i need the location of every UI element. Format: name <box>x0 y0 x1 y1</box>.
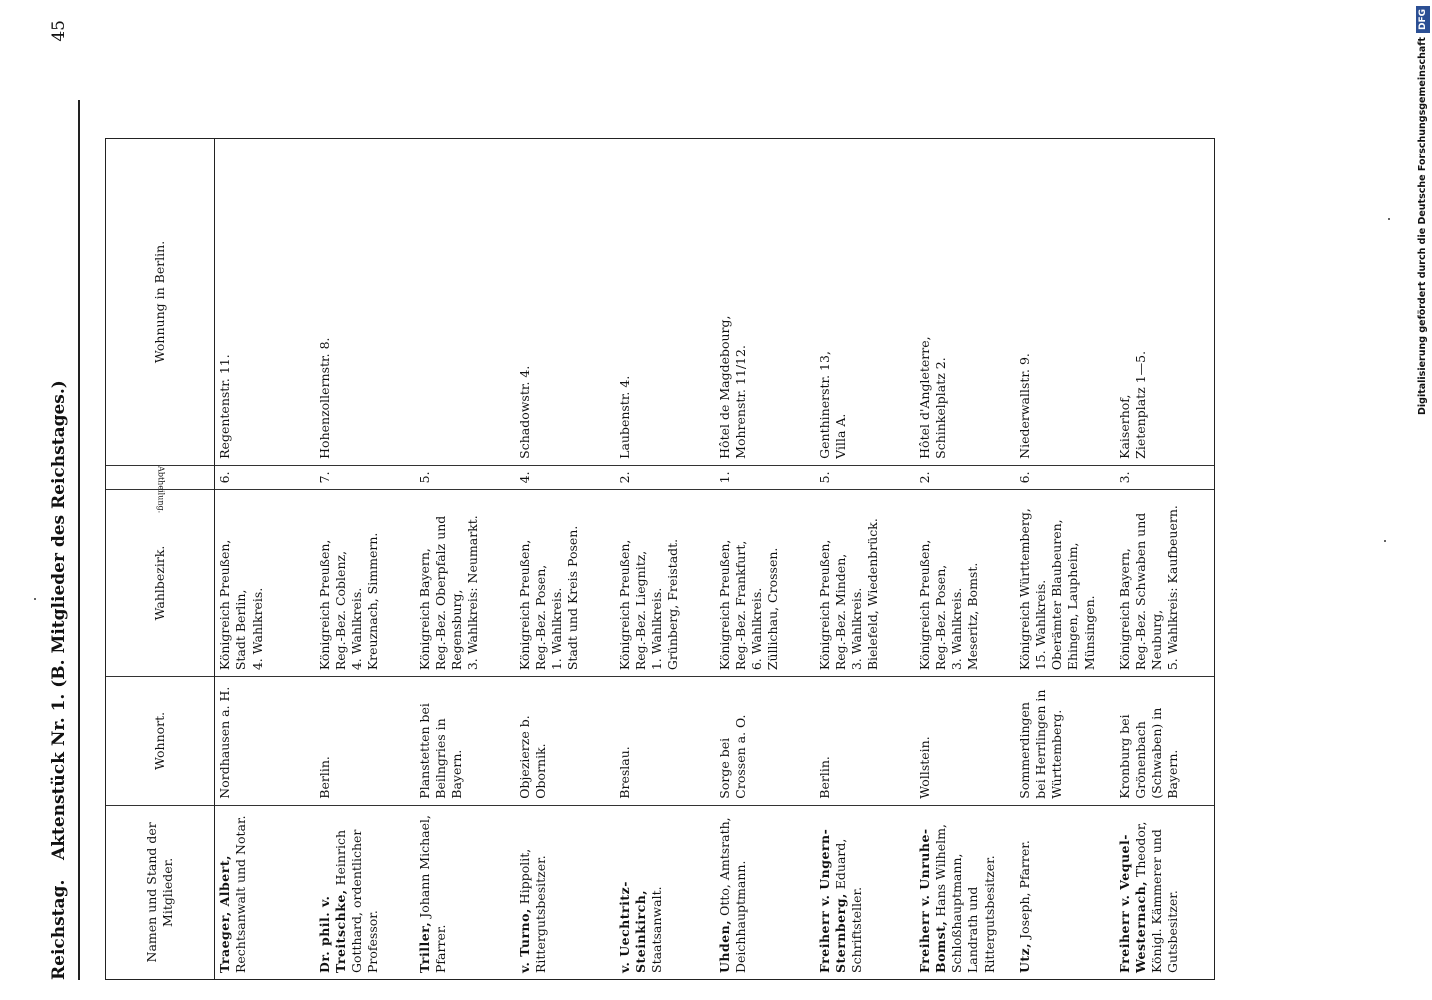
running-header <box>46 20 72 980</box>
member-description: Staatsanwalt. <box>649 886 664 973</box>
cell-wohnung: Laubenstr. 4. <box>615 139 715 466</box>
scan-speck <box>1388 218 1390 220</box>
cell-name <box>415 805 515 979</box>
table-header-row <box>106 139 215 980</box>
cell-wohnung: Kaiserhof, Zietenplatz 1—5. <box>1115 139 1215 466</box>
table-row <box>1115 139 1215 980</box>
cell-bezirk: Königreich Preußen, Reg.-Bez. Posen, 1. Wahlkreis. Stadt und Kreis Posen. <box>515 489 615 676</box>
member-description: Rechtsanwalt und Notar. <box>233 815 249 973</box>
cell-name <box>615 805 715 979</box>
member-name: Triller, <box>416 921 432 973</box>
member-name: v. Uechtritz-Steinkirch, <box>616 881 648 973</box>
cell-wohnung: Genthinerstr. 13, Villa A. <box>815 139 915 466</box>
cell-abtheilung: 2. <box>915 465 1015 489</box>
cell-ort: Wollstein. <box>915 677 1015 806</box>
column-header-ort: Wohnort. <box>106 677 215 806</box>
cell-name <box>1115 805 1215 979</box>
member-name: Freiherr v. Vequel-Westernach, <box>1116 834 1148 973</box>
cell-bezirk: Königreich Preußen, Reg.-Bez. Posen, 3. Wahlkreis. Meseritz, Bomst. <box>915 489 1015 676</box>
cell-ort: Breslau. <box>615 677 715 806</box>
scan-speck <box>34 598 36 600</box>
cell-ort: Kronburg bei Grönenbach (Schwaben) in Bayern. <box>1115 677 1215 806</box>
dfg-logo: DFG <box>1416 6 1430 33</box>
member-name: Utz, <box>1016 942 1032 973</box>
member-name: Traeger, Albert, <box>217 855 232 973</box>
cell-ort: Sorge bei Crossen a. O. <box>715 677 815 806</box>
cell-ort: Berlin. <box>815 677 915 806</box>
member-description: Hans Wilhelm, Schloßhauptmann, Landrath und Rittergutsbesitzer. <box>932 824 997 973</box>
member-description: Joseph, Pfarrer. <box>1016 840 1032 943</box>
member-name: Dr. phil. v. Treitschke, <box>316 889 348 973</box>
cell-abtheilung: 1. <box>715 465 815 489</box>
member-description: Otto, Amtsrath, Deichhauptmann. <box>716 817 748 973</box>
cell-ort: Nordhausen a. H. <box>215 677 315 806</box>
cell-abtheilung: 5. <box>415 465 515 489</box>
table-body <box>215 139 1215 980</box>
cell-abtheilung: 6. <box>1015 465 1115 489</box>
cell-bezirk: Königreich Württemberg, 15. Wahlkreis. Oberämter Blaubeuren, Ehingen, Laupheim, Münsingen. <box>1015 489 1115 676</box>
cell-abtheilung: 6. <box>215 465 315 489</box>
table-row <box>915 139 1015 980</box>
cell-name <box>915 805 1015 979</box>
cell-ort: Sommerdingen bei Herrlingen in Württemberg. <box>1015 677 1115 806</box>
column-header-wohnung: Wohnung in Berlin. <box>106 139 215 466</box>
member-name: Freiherr v. Unruhe-Bomst, <box>916 828 948 973</box>
scan-speck <box>1384 540 1386 542</box>
cell-ort: Berlin. <box>315 677 415 806</box>
cell-bezirk: Königreich Preußen, Stadt Berlin, 4. Wahlkreis. <box>215 489 315 676</box>
cell-name <box>1015 805 1115 979</box>
page-number: 45 <box>49 20 69 42</box>
member-description: Eduard, Schriftsteller. <box>832 838 864 973</box>
table-row <box>315 139 415 980</box>
cell-ort: Planstetten bei Beilngries in Bayern. <box>415 677 515 806</box>
cell-wohnung: Regentenstr. 11. <box>215 139 315 466</box>
cell-abtheilung: 3. <box>1115 465 1215 489</box>
cell-bezirk: Königreich Preußen, Reg.-Bez. Minden, 3. Wahlkreis. Bielefeld, Wiedenbrück. <box>815 489 915 676</box>
cell-wohnung: Hôtel de Magdebourg, Mohrenstr. 11/12. <box>715 139 815 466</box>
members-table <box>105 138 1215 980</box>
members-table-rotated <box>105 138 1317 980</box>
cell-bezirk: Königreich Bayern, Reg.-Bez. Schwaben und Neuburg, 5. Wahlkreis: Kaufbeuern. <box>1115 489 1215 676</box>
cell-wohnung <box>415 139 515 466</box>
cell-bezirk: Königreich Preußen, Reg.-Bez. Coblenz, 4. Wahlkreis. Kreuznach, Simmern. <box>315 489 415 676</box>
table-row <box>715 139 815 980</box>
member-name: Uhden, <box>716 919 732 973</box>
member-description: Johann Michael, Pfarrer. <box>416 815 448 973</box>
cell-name <box>715 805 815 979</box>
cell-ort: Objezierze b. Obornik. <box>515 677 615 806</box>
cell-name <box>215 805 315 979</box>
header-title: Aktenstück Nr. 1. (B. Mitglieder des Reichstages.) <box>49 380 69 860</box>
table-row <box>515 139 615 980</box>
member-name: v. Turno, <box>516 908 532 973</box>
table-row <box>815 139 915 980</box>
member-description: Hippolit, Rittergutsbesitzer. <box>516 848 548 973</box>
members-table-wrapper <box>105 138 1317 980</box>
cell-wohnung: Hohenzollernstr. 8. <box>315 139 415 466</box>
header-left: Reichstag. <box>49 879 69 980</box>
member-description: Theodor, Königl. Kämmerer und Gutsbesitzer. <box>1132 821 1181 973</box>
cell-abtheilung: 4. <box>515 465 615 489</box>
cell-abtheilung: 7. <box>315 465 415 489</box>
column-header-abtheilung-label: Abtheilung. <box>156 465 166 513</box>
dfg-stamp-text: Digitalisierung gefördert durch die Deutsche Forschungsgemeinschaft <box>1417 37 1428 415</box>
table-row <box>215 139 315 980</box>
cell-name <box>515 805 615 979</box>
cell-bezirk: Königreich Preußen, Reg.-Bez. Frankfurt, 6. Wahlkreis. Züllichau, Crossen. <box>715 489 815 676</box>
cell-wohnung: Niederwallstr. 9. <box>1015 139 1115 466</box>
column-header-abtheilung <box>106 465 215 513</box>
member-description: Heinrich Gotthard, ordentlicher Professor. <box>332 829 381 973</box>
cell-wohnung: Hôtel d'Angleterre, Schinkelplatz 2. <box>915 139 1015 466</box>
table-row <box>615 139 715 980</box>
column-header-bezirk: Wahlbezirk. <box>106 489 215 676</box>
cell-name <box>315 805 415 979</box>
dfg-stamp <box>1414 6 1432 566</box>
cell-wohnung: Schadowstr. 4. <box>515 139 615 466</box>
cell-abtheilung: 5. <box>815 465 915 489</box>
member-name: Freiherr v. Ungern-Sternberg, <box>816 828 848 973</box>
column-header-name: Namen und Stand der Mitglieder. <box>106 805 215 979</box>
cell-abtheilung: 2. <box>615 465 715 489</box>
header-rule <box>78 100 80 980</box>
table-row <box>1015 139 1115 980</box>
cell-bezirk: Königreich Preußen, Reg.-Bez. Liegnitz, 1. Wahlkreis. Grünberg, Freistadt. <box>615 489 715 676</box>
cell-name <box>815 805 915 979</box>
table-row <box>415 139 515 980</box>
cell-bezirk: Königreich Bayern, Reg.-Bez. Oberpfalz und Regensburg, 3. Wahlkreis: Neumarkt. <box>415 489 515 676</box>
